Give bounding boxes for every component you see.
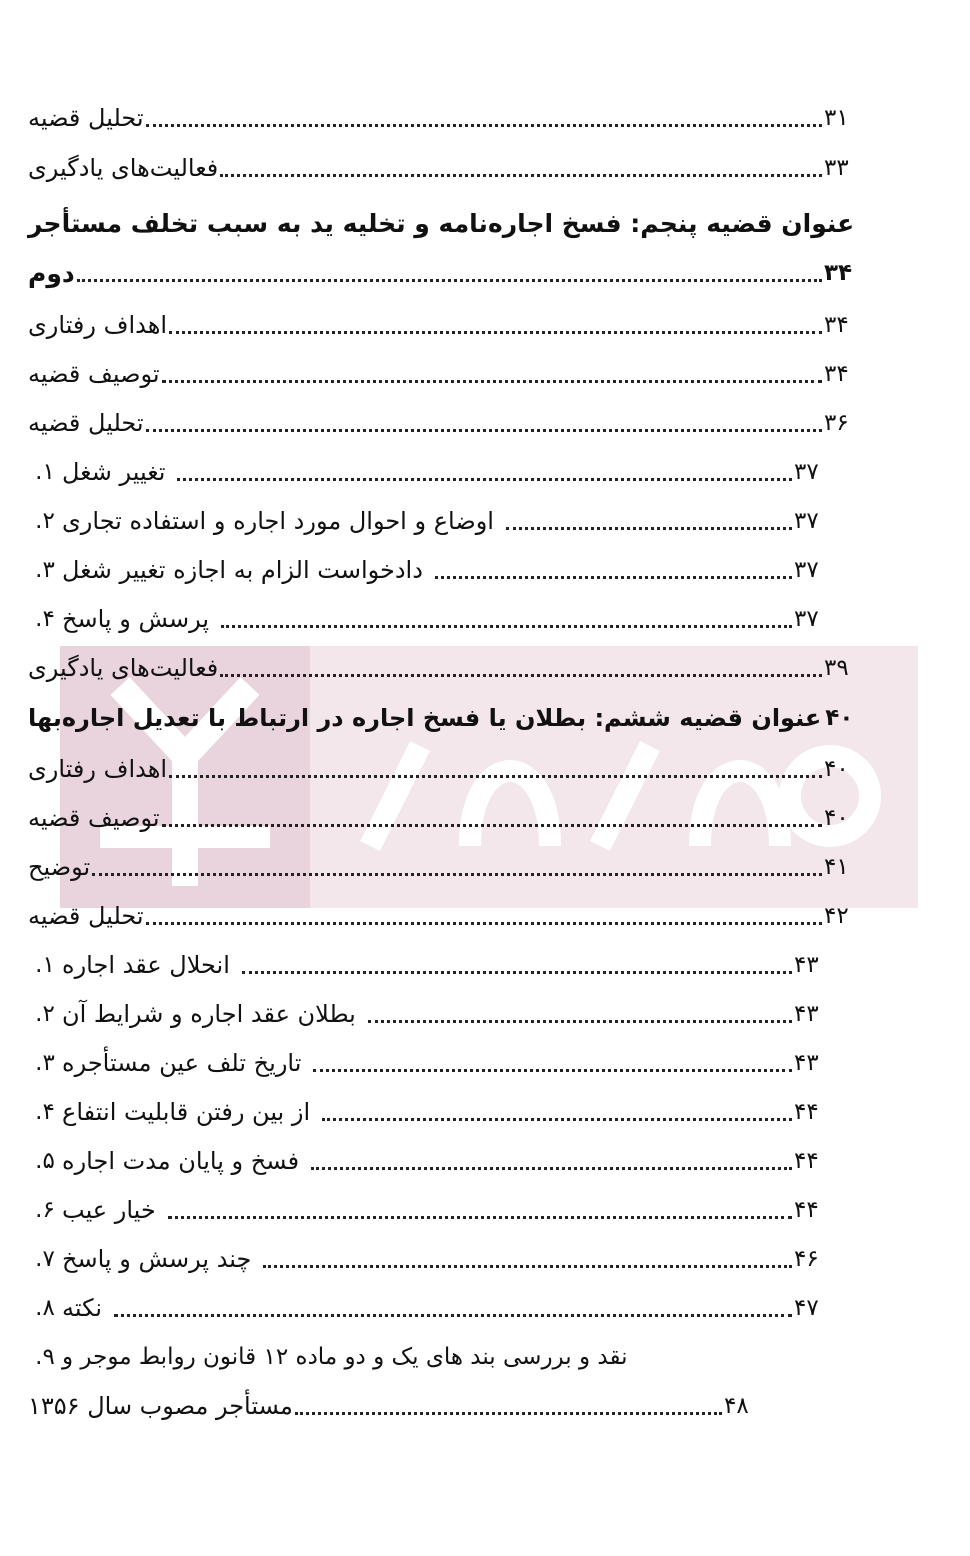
item-number: ۵. bbox=[35, 1148, 55, 1174]
entry-title: تحلیل قضیه bbox=[28, 409, 144, 437]
entry-title: فعالیت‌های یادگیری bbox=[28, 654, 219, 682]
page-number: ۳۷ bbox=[794, 557, 819, 583]
entry-title: فسخ و پایان مدت اجاره bbox=[62, 1147, 300, 1175]
page-number: ۳۷ bbox=[794, 606, 819, 632]
page-number: ۴۰ bbox=[825, 705, 854, 731]
chapter-title-continuation: دوم bbox=[28, 258, 75, 288]
page-number: ۴۸ bbox=[724, 1393, 749, 1419]
entry-title: فعالیت‌های یادگیری bbox=[28, 154, 219, 182]
leader-dots bbox=[220, 170, 822, 177]
toc-subentry[interactable] bbox=[28, 1336, 828, 1378]
item-number: ۷. bbox=[35, 1246, 55, 1272]
entry-title: خیار عیب bbox=[62, 1196, 156, 1224]
entry-title: توصیف قضیه bbox=[28, 360, 160, 388]
page-number: ۳۹ bbox=[824, 655, 849, 681]
toc-entry[interactable] bbox=[28, 895, 858, 937]
toc-chapter-heading[interactable] bbox=[28, 697, 858, 739]
entry-title: تحلیل قضیه bbox=[28, 104, 144, 132]
page-number: ۴۴ bbox=[794, 1099, 819, 1125]
toc-subentry[interactable] bbox=[28, 944, 828, 986]
page-number: ۳۴ bbox=[824, 312, 849, 338]
page-number: ۴۴ bbox=[794, 1197, 819, 1223]
toc-entry[interactable] bbox=[28, 647, 858, 689]
entry-title: دادخواست الزام به اجازه تغییر شغل bbox=[62, 556, 423, 584]
page-number: ۴۰ bbox=[824, 805, 849, 831]
page-number: ۴۰ bbox=[824, 756, 849, 782]
item-number: ۸. bbox=[35, 1295, 55, 1321]
entry-title: از بین رفتن قابلیت انتفاع bbox=[62, 1098, 311, 1126]
toc-entry[interactable] bbox=[28, 846, 858, 888]
toc-subentry[interactable] bbox=[28, 1140, 828, 1182]
leader-dots bbox=[169, 327, 822, 334]
leader-dots bbox=[506, 523, 792, 530]
item-number: ۱. bbox=[35, 459, 55, 485]
toc-chapter-heading[interactable] bbox=[28, 202, 858, 244]
chapter-title: عنوان قضیه پنجم: فسخ اجاره‌نامه و تخلیه ید به سبب تخلف مستأجر bbox=[28, 208, 855, 238]
toc-entry[interactable] bbox=[28, 252, 858, 294]
page-number: ۴۳ bbox=[794, 1050, 819, 1076]
entry-title: اهداف رفتاری bbox=[28, 311, 168, 339]
entry-title: اوضاع و احوال مورد اجاره و استفاده تجاری bbox=[62, 507, 494, 535]
leader-dots bbox=[162, 820, 822, 827]
entry-title: نقد و بررسی بند های یک و دو ماده ۱۲ قانون روابط موجر و bbox=[62, 1344, 628, 1370]
entry-title: توصیف قضیه bbox=[28, 804, 160, 832]
leader-dots bbox=[162, 376, 822, 383]
leader-dots bbox=[146, 120, 822, 127]
leader-dots bbox=[435, 572, 792, 579]
entry-title-continuation: مستأجر مصوب سال ۱۳۵۶ bbox=[28, 1392, 293, 1420]
page-number: ۴۳ bbox=[794, 952, 819, 978]
entry-title: چند پرسش و پاسخ bbox=[62, 1245, 252, 1273]
toc-subentry[interactable] bbox=[28, 1042, 828, 1084]
leader-dots bbox=[77, 275, 822, 282]
toc-entry[interactable] bbox=[28, 97, 858, 139]
page-number: ۳۷ bbox=[794, 459, 819, 485]
entry-title: پرسش و پاسخ bbox=[62, 605, 210, 633]
leader-dots bbox=[114, 1310, 792, 1317]
entry-title: انحلال عقد اجاره bbox=[62, 951, 230, 979]
leader-dots bbox=[295, 1408, 722, 1415]
chapter-title: عنوان قضیه ششم: بطلان یا فسخ اجاره در ارتباط با تعدیل اجاره‌بها bbox=[28, 704, 822, 732]
item-number: ۳. bbox=[35, 557, 55, 583]
toc-subentry[interactable] bbox=[28, 500, 828, 542]
toc-entry[interactable] bbox=[28, 402, 858, 444]
leader-dots bbox=[322, 1114, 792, 1121]
leader-dots bbox=[221, 621, 792, 628]
item-number: ۲. bbox=[35, 1001, 55, 1027]
toc-entry[interactable] bbox=[28, 147, 858, 189]
page-number: ۳۳ bbox=[824, 155, 849, 181]
leader-dots bbox=[313, 1065, 792, 1072]
page-number: ۳۴ bbox=[824, 260, 853, 286]
entry-title: توضیح bbox=[28, 853, 91, 881]
leader-dots bbox=[220, 670, 822, 677]
toc-entry[interactable] bbox=[28, 304, 858, 346]
entry-title: نکته bbox=[62, 1294, 103, 1322]
leader-dots bbox=[146, 425, 822, 432]
item-number: ۶. bbox=[35, 1197, 55, 1223]
leader-dots bbox=[263, 1261, 792, 1268]
item-number: ۲. bbox=[35, 508, 55, 534]
item-number: ۴. bbox=[35, 606, 55, 632]
page-number: ۳۴ bbox=[824, 361, 849, 387]
page-number: ۴۳ bbox=[794, 1001, 819, 1027]
toc-entry[interactable] bbox=[28, 353, 858, 395]
toc-entry[interactable] bbox=[28, 797, 858, 839]
toc-subentry[interactable] bbox=[28, 1189, 828, 1231]
page-number: ۴۷ bbox=[794, 1295, 819, 1321]
item-number: ۱. bbox=[35, 952, 55, 978]
toc-subentry[interactable] bbox=[28, 993, 828, 1035]
item-number: ۴. bbox=[35, 1099, 55, 1125]
toc-subentry-continuation[interactable] bbox=[28, 1385, 758, 1427]
leader-dots bbox=[169, 771, 822, 778]
toc-subentry[interactable] bbox=[28, 598, 828, 640]
toc-subentry[interactable] bbox=[28, 1238, 828, 1280]
toc-subentry[interactable] bbox=[28, 549, 828, 591]
leader-dots bbox=[242, 967, 792, 974]
entry-title: تغییر شغل bbox=[62, 458, 166, 486]
toc-subentry[interactable] bbox=[28, 1287, 828, 1329]
toc-entry[interactable] bbox=[28, 748, 858, 790]
page-number: ۳۱ bbox=[824, 105, 849, 131]
item-number: ۳. bbox=[35, 1050, 55, 1076]
leader-dots bbox=[146, 918, 822, 925]
entry-title: اهداف رفتاری bbox=[28, 755, 168, 783]
leader-dots bbox=[311, 1163, 792, 1170]
entry-title: تاریخ تلف عین مستأجره bbox=[62, 1049, 302, 1077]
leader-dots bbox=[368, 1016, 792, 1023]
page-number: ۴۱ bbox=[824, 854, 849, 880]
leader-dots bbox=[168, 1212, 792, 1219]
page-number: ۴۲ bbox=[824, 903, 849, 929]
page-number: ۴۶ bbox=[794, 1246, 819, 1272]
toc-subentry[interactable] bbox=[28, 451, 828, 493]
page-number: ۳۷ bbox=[794, 508, 819, 534]
entry-title: تحلیل قضیه bbox=[28, 902, 144, 930]
toc-subentry[interactable] bbox=[28, 1091, 828, 1133]
leader-dots bbox=[92, 869, 822, 876]
page-number: ۴۴ bbox=[794, 1148, 819, 1174]
item-number: ۹. bbox=[35, 1344, 55, 1370]
entry-title: بطلان عقد اجاره و شرایط آن bbox=[62, 1000, 356, 1028]
page-number: ۳۶ bbox=[824, 410, 849, 436]
leader-dots bbox=[177, 474, 792, 481]
